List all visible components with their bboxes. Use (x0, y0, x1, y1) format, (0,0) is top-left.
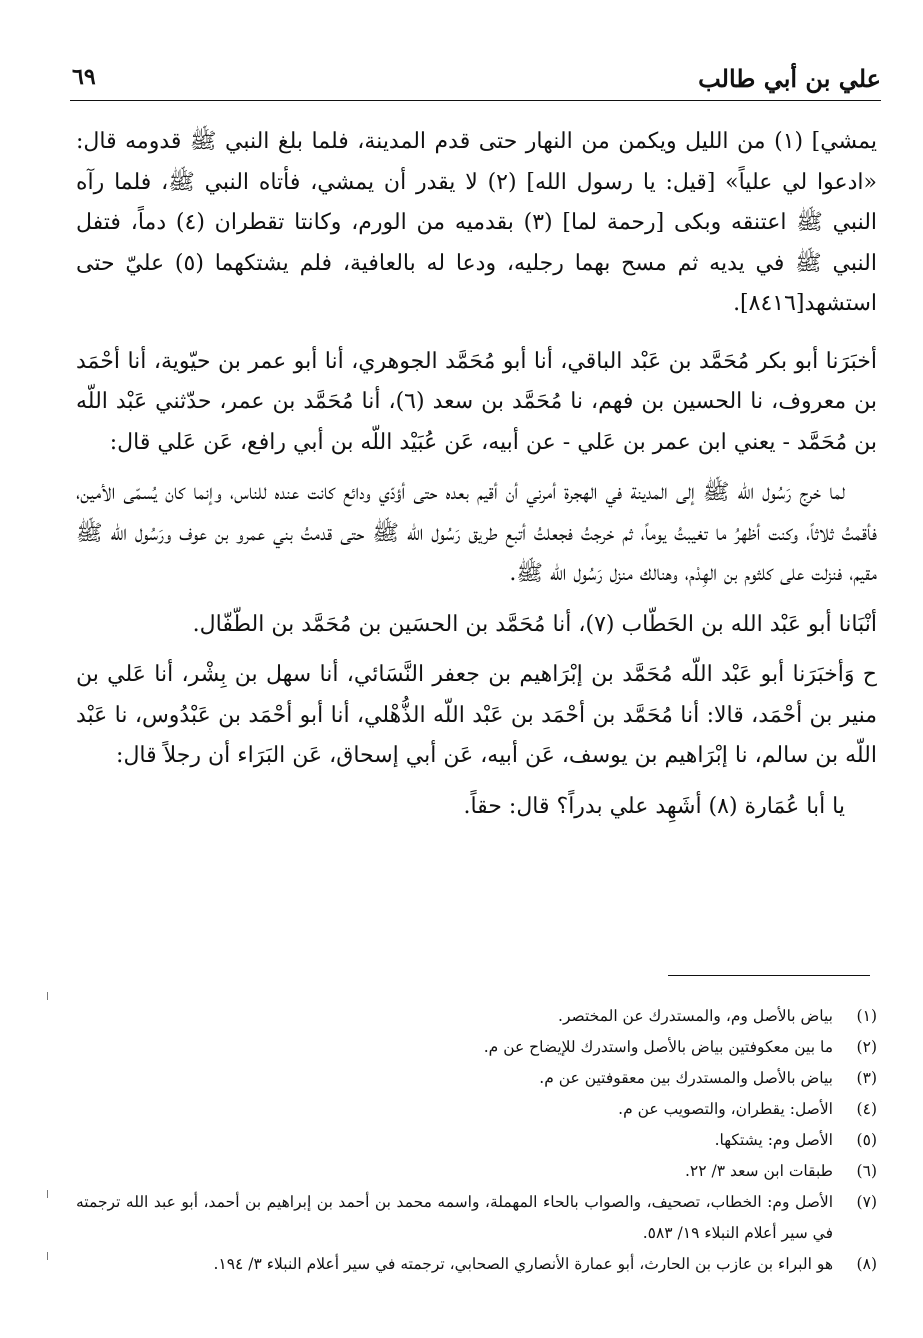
footnote-number: (٤) (856, 1100, 877, 1118)
footnote (76, 1125, 877, 1156)
footnote-text: هو البراء بن عازب بن الحارث، أبو عمارة الأنصاري الصحابي، ترجمته في سير أعلام النبلاء ٣/ ١٩٤. (213, 1255, 833, 1273)
footnote-number: (٢) (856, 1038, 877, 1056)
footnotes (76, 1001, 877, 1280)
margin-tick (47, 992, 48, 1000)
isnad-paragraph: ح وَأخبَرَنا أبو عَبْد اللّه مُحَمَّد بن إبْرَاهيم بن جعفر النَّسَائي، أنا سهل بن بِشْر، أنا عَلي بن منير بن أحْمَد، قالا: أنا مُحَمَّد بن أحْمَد بن عَبْد اللّه الذُّهْلي، أنا أبو أحْمَد بن عَبْدُوس، نا عَبْد اللّه بن سالم، نا إبْرَاهيم بن يوسف، عَن أبيه، عَن أبي إسحاق، عَن البَرَاء أن رجلاً قال: (76, 662, 877, 768)
footnote-number: (٦) (856, 1162, 877, 1180)
footnote-text: الأصل: يقطران، والتصويب عن م. (618, 1100, 833, 1118)
main-text (76, 122, 877, 827)
footnote-number: (٣) (856, 1069, 877, 1087)
footnote-number: (٨) (856, 1255, 877, 1273)
footnote-text: الأصل وم: الخطاب، تصحيف، والصواب بالحاء المهملة، واسمه محمد بن أحمد بن إبراهيم بن أحمد، أبو عبد الله ترجمته في سير أعلام النبلاء ١٩/ ٥٨٣. (76, 1193, 833, 1242)
footnote (76, 1032, 877, 1063)
margin-tick (47, 1252, 48, 1260)
footnote-number: (٥) (856, 1131, 877, 1149)
text-paragraph: يا أبا عُمَارة (٨) أشَهِد علي بدراً؟ قال: حقاً. (463, 793, 845, 819)
footnote (76, 1094, 877, 1125)
footnote-separator (668, 975, 870, 976)
footnote-number: (١) (856, 1007, 877, 1025)
footnote-number: (٧) (856, 1193, 877, 1211)
page-header (70, 60, 881, 101)
footnote-text: ما بين معكوفتين بياض بالأصل واستدرك للإيضاح عن م. (483, 1038, 833, 1056)
isnad-paragraph: أنْبَانا أبو عَبْد الله بن الحَطّاب (٧)، أنا مُحَمَّد بن الحسَين بن مُحَمَّد بن الطّفّال. (192, 611, 877, 637)
footnote (76, 1063, 877, 1094)
footnote-text: الأصل وم: يشتكها. (714, 1131, 833, 1149)
footnote (76, 1001, 877, 1032)
footnote (76, 1249, 877, 1280)
isnad-paragraph: أخبَرَنا أبو بكر مُحَمَّد بن عَبْد الباقي، أنا أبو مُحَمَّد الجوهري، أنا أبو عمر بن حيّوية، أنا أحْمَد بن معروف، نا الحسين بن فهم، نا مُحَمَّد بن سعد (٦)، أنا مُحَمَّد بن عمر، حدّثني عَبْد اللّه بن مُحَمَّد - يعني ابن عمر بن عَلي - عن أبيه، عَن عُبَيْد اللّه بن أبي رافع، عَن عَلي قال: (76, 348, 878, 455)
text-paragraph: لما خرج رَسُول الله ﷺ إلى المدينة في الهجرة أمرني أن أقيم بعده حتى أؤدّي ودائع كانت عنده للناس، وإنما كان يُسمّى الأمين، فأقمتُ ثلاثاً، وكنت أظهرُ ما تغيبتُ يوماً، ثم خرجتُ فجعلتُ أتبع طريق رَسُول الله ﷺ حتى قدمتُ بني عمرو بن عوف ورَسُول الله ﷺ مقيم، فنزلت على كلثوم بن الهِدْم، وهنالك منزل رَسُول الله ﷺ. (76, 480, 877, 586)
text-paragraph: يمشي] (١) من الليل ويكمن من النهار حتى قدم المدينة، فلما بلغ النبي ﷺ قدومه قال: «ادعوا لي علياً» [قيل: يا رسول الله] (٢) لا يقدر أن يمشي، فأتاه النبي ﷺ، فلما رآه النبي ﷺ اعتنقه وبكى [رحمة لما] (٣) بقدميه من الورم، وكانتا تقطران (٤) دماً، فتفل النبي ﷺ في يديه ثم مسح بهما رجليه، ودعا له بالعافية، فلم يشتكهما (٥) عليّ حتى استشهد[٨٤١٦]. (76, 129, 878, 316)
footnote-text: بياض بالأصل وم، والمستدرك عن المختصر. (558, 1007, 833, 1025)
margin-tick (47, 1190, 48, 1198)
footnote-text: طبقات ابن سعد ٣/ ٢٢. (684, 1162, 833, 1180)
footnote-text: بياض بالأصل والمستدرك بين معقوفتين عن م. (539, 1069, 833, 1087)
page-number: ٦٩ (72, 64, 96, 90)
running-title: علي بن أبي طالب (698, 64, 881, 93)
footnote (76, 1156, 877, 1187)
footnote (76, 1187, 877, 1249)
